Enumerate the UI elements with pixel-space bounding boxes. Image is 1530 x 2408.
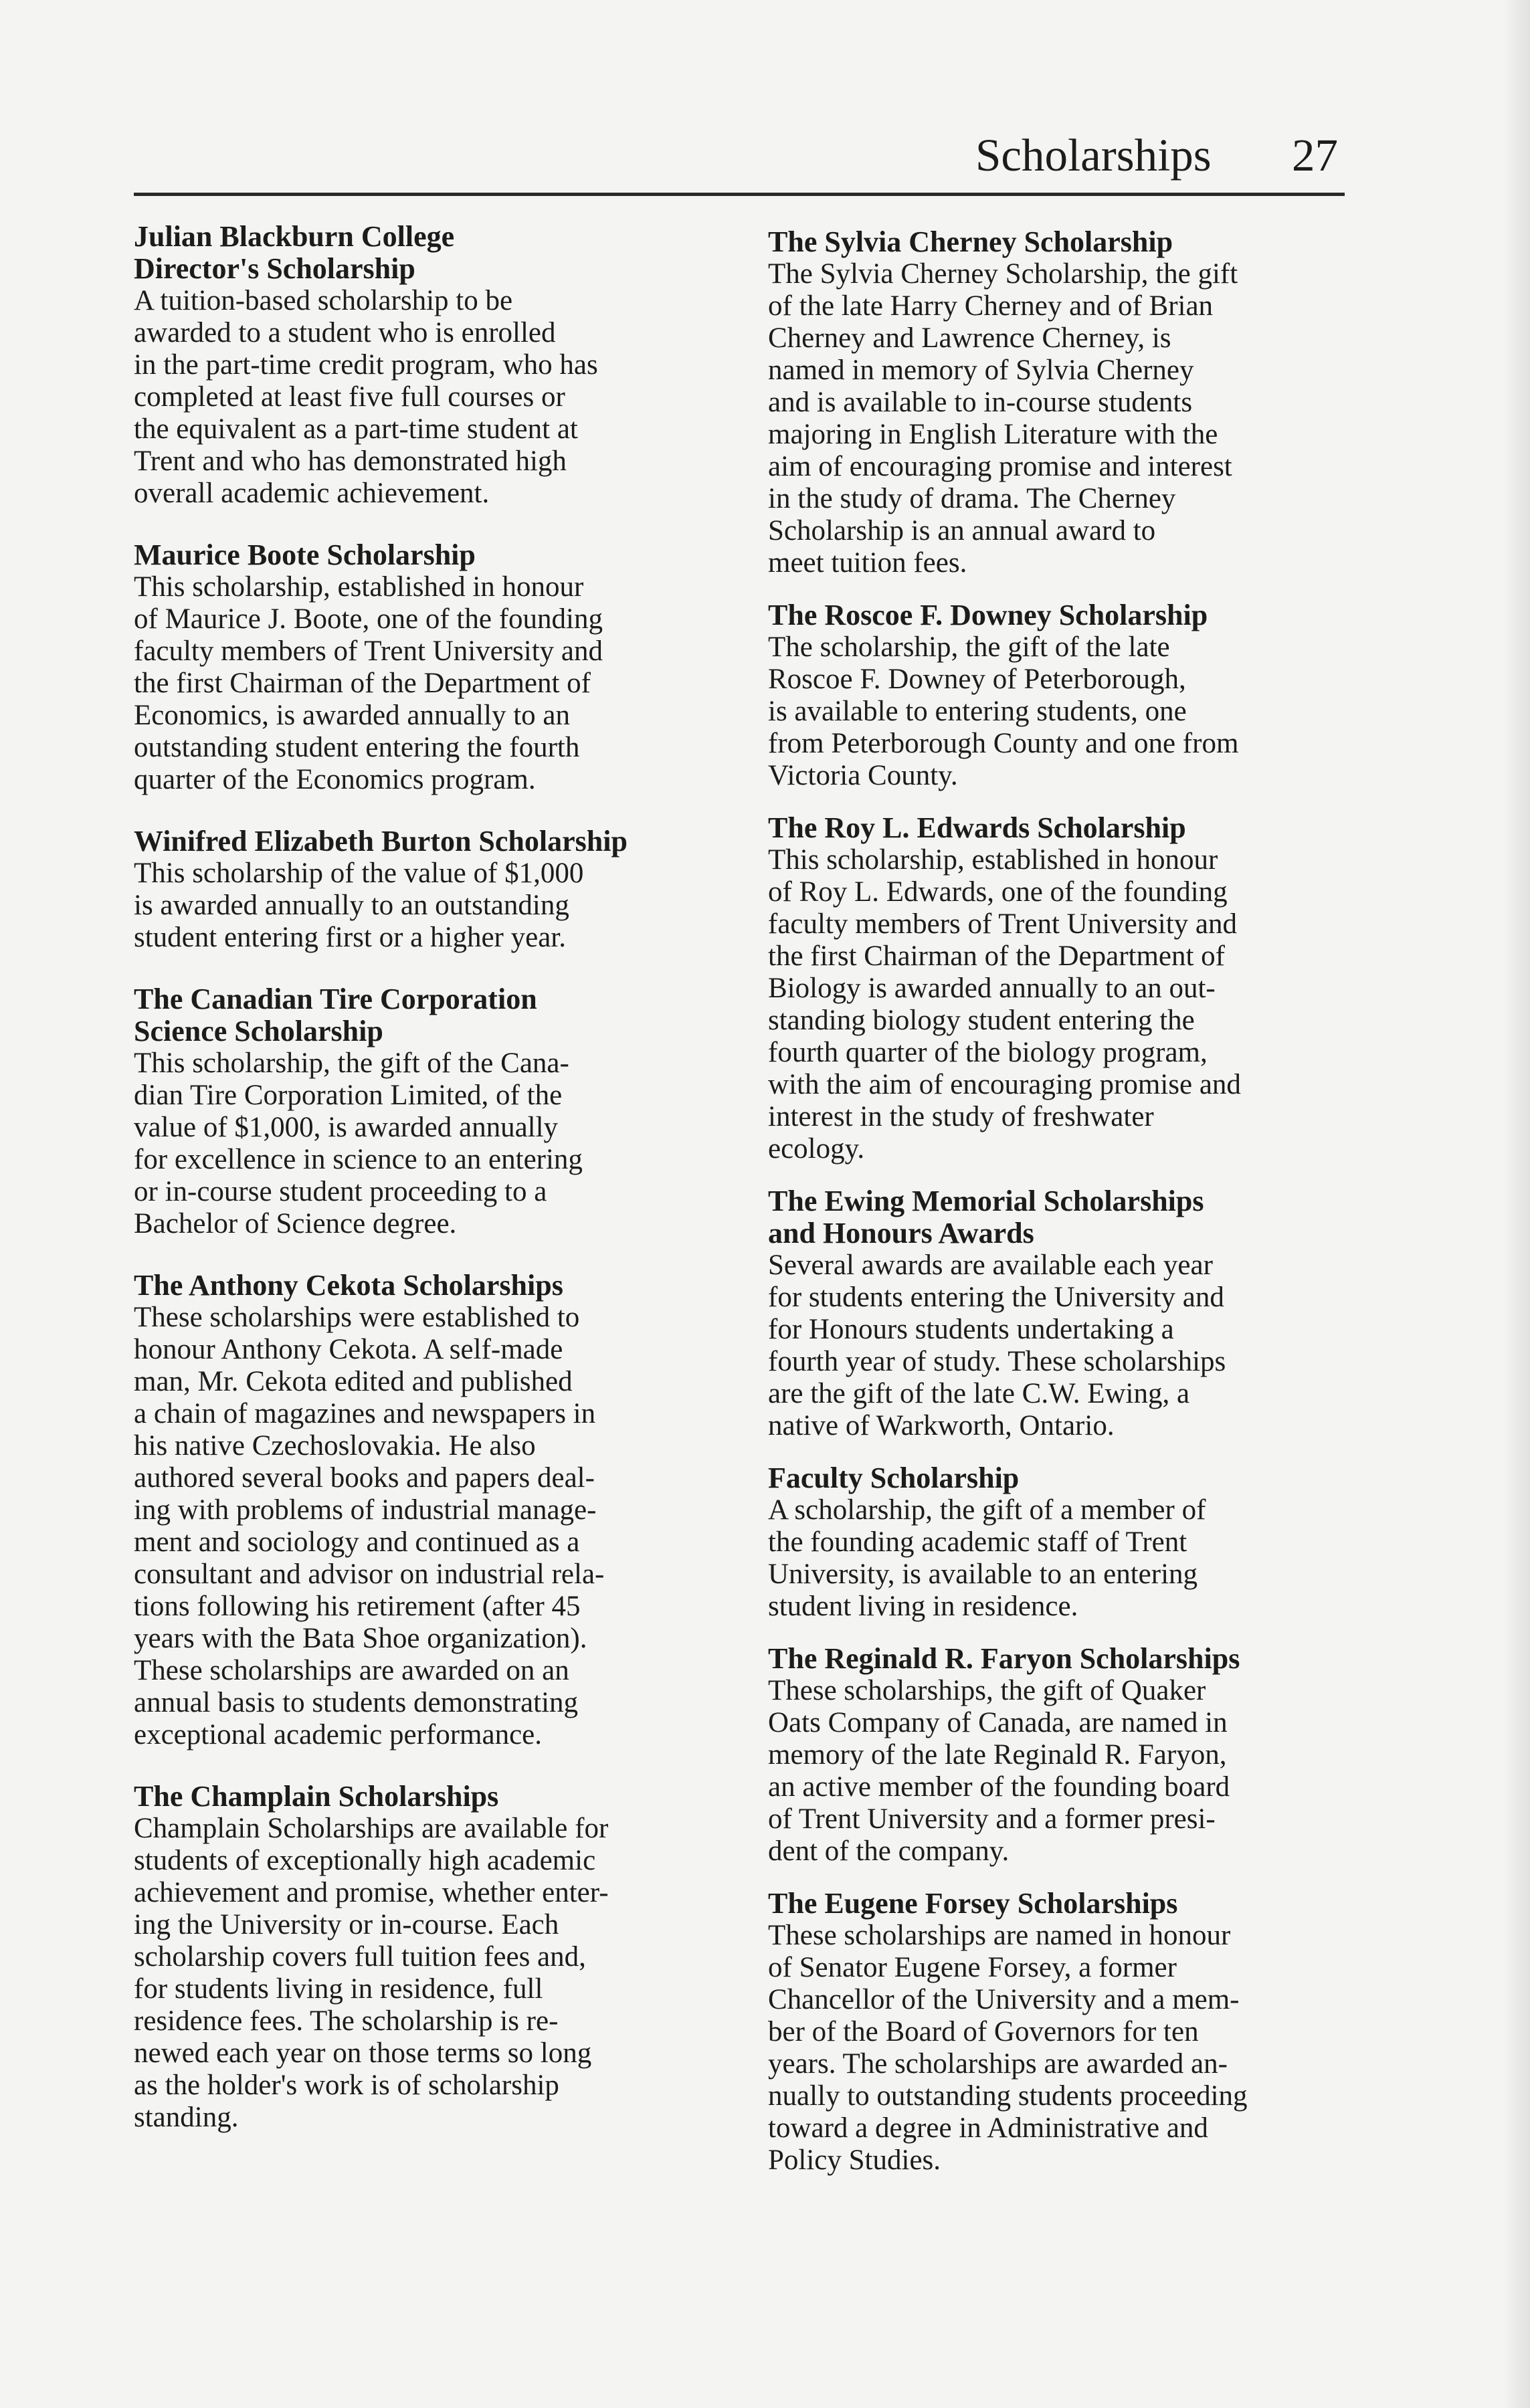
scholarship-description: The Sylvia Cherney Scholarship, the gift of the late Harry Cherney and of Brian Cherney and Lawrence Cherney, is named in memory of Sylvia Cherney and is available to in-course students majoring in English Literature with the aim of encouraging promise and interest in the study of drama. The Cherney Scholarship is an annual award to meet tuition fees. bbox=[768, 258, 1238, 579]
scholarship-title: The Champlain Scholarships bbox=[134, 1780, 499, 1813]
scholarship-entry bbox=[134, 983, 736, 1240]
scholarship-title: The Ewing Memorial Scholarships and Honours Awards bbox=[768, 1185, 1204, 1249]
scholarship-entry bbox=[768, 599, 1357, 792]
left-column bbox=[134, 221, 736, 2163]
section-title: Scholarships bbox=[975, 130, 1212, 181]
scholarship-description: A tuition-based scholarship to be awarded to a student who is enrolled in the part-time credit program, who has completed at least five full courses or the equivalent as a part-time student at Trent and who has demonstrated high overall academic achievement. bbox=[134, 285, 598, 509]
scholarship-description: The scholarship, the gift of the late Roscoe F. Downey of Peterborough, is available to entering students, one from Peterborough County and one from Victoria County. bbox=[768, 631, 1239, 791]
scholarship-title: The Anthony Cekota Scholarships bbox=[134, 1269, 563, 1302]
scholarship-description: A scholarship, the gift of a member of the founding academic staff of Trent University, is available to an entering student living in residence. bbox=[768, 1494, 1206, 1622]
scholarship-title: Julian Blackburn College Director's Scholarship bbox=[134, 220, 455, 285]
scholarship-description: This scholarship, established in honour of Roy L. Edwards, one of the founding faculty members of Trent University and the first Chairman of the Department of Biology is awarded annually to an out- standing biology student entering the fourth quarter of the biology program, with the aim of encouraging promise and interest in the study of freshwater ecology. bbox=[768, 844, 1241, 1165]
scholarship-title: Faculty Scholarship bbox=[768, 1462, 1020, 1494]
page-number: 27 bbox=[1292, 130, 1338, 181]
scholarship-description: These scholarships are named in honour of Senator Eugene Forsey, a former Chancellor of the University and a mem- ber of the Board of Governors for ten years. The scholarships are awarded an- nually to outstanding students proceeding toward a degree in Administrative and Policy Studies. bbox=[768, 1920, 1248, 2176]
right-column bbox=[768, 226, 1357, 2197]
page-header bbox=[134, 119, 1345, 196]
page-edge-shadow bbox=[1503, 0, 1530, 2408]
scholarship-entry bbox=[134, 539, 736, 796]
scholarship-entry bbox=[768, 1643, 1357, 1868]
scholarship-entry bbox=[768, 1888, 1357, 2177]
scholarship-entry bbox=[134, 1781, 736, 2134]
scholarship-entry bbox=[768, 1462, 1357, 1623]
scholarship-entry bbox=[768, 226, 1357, 579]
scholarship-title: The Sylvia Cherney Scholarship bbox=[768, 225, 1173, 258]
scholarship-entry bbox=[134, 825, 736, 954]
scholarship-description: This scholarship, established in honour of Maurice J. Boote, one of the founding faculty members of Trent University and the first Chairman of the Department of Economics, is awarded annually to an outstanding student entering the fourth quarter of the Economics program. bbox=[134, 571, 603, 795]
scholarship-entry bbox=[768, 812, 1357, 1165]
scholarship-title: The Eugene Forsey Scholarships bbox=[768, 1887, 1178, 1920]
scholarship-description: Several awards are available each year for students entering the University and for Honours students undertaking a fourth year of study. These scholarships are the gift of the late C.W. Ewing, a native of Warkworth, Ontario. bbox=[768, 1249, 1226, 1441]
scholarship-title: Maurice Boote Scholarship bbox=[134, 538, 476, 571]
scholarship-title: The Canadian Tire Corporation Science Scholarship bbox=[134, 983, 537, 1047]
scholarship-title: The Roscoe F. Downey Scholarship bbox=[768, 599, 1208, 631]
scholarship-title: The Reginald R. Faryon Scholarships bbox=[768, 1642, 1240, 1675]
scholarship-description: These scholarships were established to honour Anthony Cekota. A self-made man, Mr. Cekota edited and published a chain of magazines and newspapers in his native Czechoslovakia. He also authored several books and papers deal- ing with problems of industrial manage- ment and sociology and continued as a consultant and advisor on industrial rela- tions following his retirement (after 45 years with the Bata Shoe organization). These scholarships are awarded on an annual basis to students demonstrating exceptional academic performance. bbox=[134, 1302, 605, 1750]
scholarship-description: This scholarship of the value of $1,000 is awarded annually to an outstanding student entering first or a higher year. bbox=[134, 858, 584, 953]
scholarship-title: The Roy L. Edwards Scholarship bbox=[768, 811, 1186, 844]
scholarship-description: These scholarships, the gift of Quaker Oats Company of Canada, are named in memory of the late Reginald R. Faryon, an active member of the founding board of Trent University and a former presi- dent of the company. bbox=[768, 1675, 1230, 1867]
scholarship-description: This scholarship, the gift of the Cana- dian Tire Corporation Limited, of the value of $1,000, is awarded annually for excellence in science to an entering or in-course student proceeding to a Bachelor of Science degree. bbox=[134, 1047, 583, 1239]
scholarship-entry bbox=[134, 1270, 736, 1751]
scholarship-title: Winifred Elizabeth Burton Scholarship bbox=[134, 825, 628, 858]
scholarship-description: Champlain Scholarships are available for students of exceptionally high academic achievement and promise, whether enter- ing the University or in-course. Each scholarship covers full tuition fees and, for students living in residence, full residence fees. The scholarship is re- newed each year on those terms so long as the holder's work is of scholarship standing. bbox=[134, 1813, 609, 2133]
scholarship-entry bbox=[134, 221, 736, 510]
scholarship-entry bbox=[768, 1185, 1357, 1442]
